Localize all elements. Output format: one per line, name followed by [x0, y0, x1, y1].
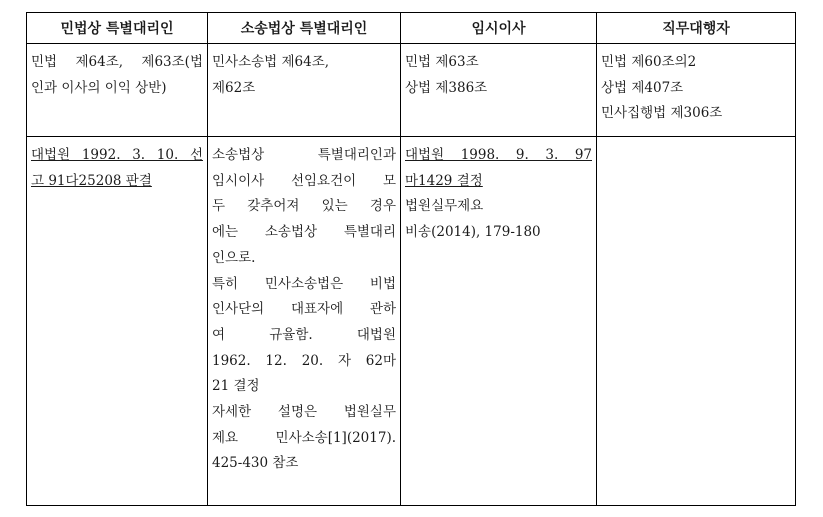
cell-reference-temporary	[401, 137, 597, 506]
cell-line: 민법 제60조의2	[601, 54, 697, 70]
cell-legal-basis-acting	[597, 44, 796, 137]
cell-line: 두 갖추어져 있는 경우	[212, 198, 396, 215]
table-row	[27, 44, 796, 137]
cell-line: 특히 민사소송법은 비법	[212, 275, 396, 292]
cell-line: 상법 제386조	[405, 79, 488, 96]
header-temporary-director: 임시이사	[401, 13, 597, 44]
cell-line: 에는 소송법상 특별대리	[212, 224, 396, 241]
cell-line: 제62조	[212, 79, 256, 96]
cell-line: 자세한 설명은 법원실무	[212, 404, 396, 421]
cell-legal-basis-temporary	[401, 44, 597, 137]
case-link[interactable]: 대법원 1998. 9. 3. 97	[405, 147, 592, 163]
cell-line: 소송법상 특별대리인과	[212, 147, 396, 163]
header-civil-special-agent: 민법상 특별대리인	[27, 13, 208, 44]
cell-line: 425-430 참조	[212, 455, 299, 472]
header-procedural-special-agent: 소송법상 특별대리인	[208, 13, 401, 44]
cell-line: 인사단의 대표자에 관하	[212, 301, 396, 318]
cell-line: 1962. 12. 20. 자 62마	[212, 352, 396, 369]
cell-reference-civil	[27, 137, 208, 506]
case-link[interactable]: 고 91다25208 판결	[31, 172, 152, 189]
cell-line: 비송(2014), 179-180	[405, 224, 541, 241]
comparison-table	[26, 12, 796, 506]
cell-line: 법원실무제요	[405, 198, 484, 215]
cell-line: 임시이사 선임요건이 모	[212, 172, 396, 189]
cell-line: 인으로.	[212, 249, 256, 266]
cell-line: 인과 이사의 이익 상반)	[31, 79, 167, 96]
cell-legal-basis-civil	[27, 44, 208, 137]
cell-reference-acting	[597, 137, 796, 506]
cell-legal-basis-procedural	[208, 44, 401, 137]
cell-line: 21 결정	[212, 378, 260, 395]
cell-line: 민사소송법 제64조,	[212, 54, 330, 70]
cell-line: 여 규율함. 대법원	[212, 326, 396, 343]
cell-line: 민법 제63조	[405, 54, 479, 70]
cell-line: 민법 제64조, 제63조(법	[31, 54, 203, 70]
header-acting-officer: 직무대행자	[597, 13, 796, 44]
cell-line: 민사집행법 제306조	[601, 105, 723, 122]
cell-reference-procedural	[208, 137, 401, 506]
case-link[interactable]: 대법원 1992. 3. 10. 선	[31, 147, 203, 163]
case-link[interactable]: 마1429 결정	[405, 172, 483, 189]
cell-line: 제요 민사소송[1](2017).	[212, 429, 396, 446]
header-row	[27, 13, 796, 44]
table-row	[27, 137, 796, 506]
cell-line: 상법 제407조	[601, 79, 684, 96]
